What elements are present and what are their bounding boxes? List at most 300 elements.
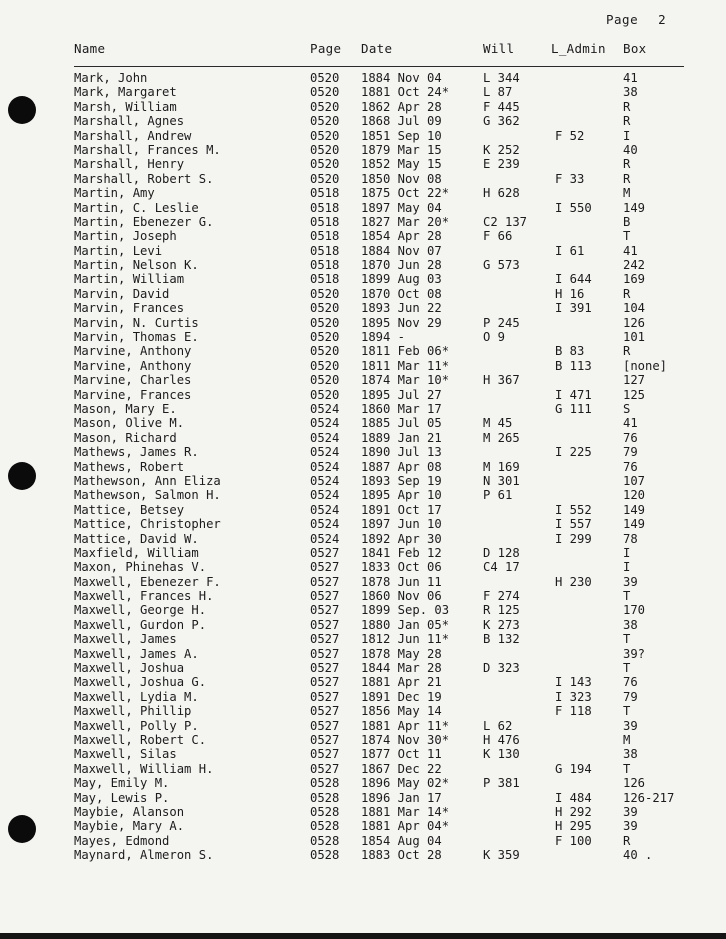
cell-name: May, Lewis P. bbox=[74, 790, 170, 805]
cell-page: 0524 bbox=[310, 502, 340, 517]
cell-date: 1895 Nov 29 bbox=[361, 315, 442, 330]
cell-will: G 362 bbox=[483, 114, 520, 129]
cell-date: 1880 Jan 05* bbox=[361, 617, 450, 632]
cell-name: Maxwell, Lydia M. bbox=[74, 689, 199, 704]
cell-page: 0520 bbox=[310, 128, 340, 143]
cell-date: 1884 Nov 04 bbox=[361, 71, 442, 85]
column-header-date: Date bbox=[361, 41, 393, 56]
cell-date: 1811 Feb 06* bbox=[361, 344, 450, 359]
cell-admin: B 113 bbox=[555, 358, 592, 373]
cell-page: 0518 bbox=[310, 258, 340, 273]
table-row bbox=[0, 344, 726, 358]
table-row bbox=[0, 560, 726, 574]
cell-name: Maxwell, William H. bbox=[74, 761, 214, 776]
cell-page: 0524 bbox=[310, 445, 340, 460]
cell-admin: I 552 bbox=[555, 502, 592, 517]
cell-date: 1881 Apr 21 bbox=[361, 675, 442, 690]
cell-name: Maybie, Alanson bbox=[74, 804, 185, 819]
cell-will: K 359 bbox=[483, 848, 520, 863]
cell-page: 0520 bbox=[310, 114, 340, 129]
cell-name: Maxwell, Frances H. bbox=[74, 589, 214, 604]
cell-date: 1854 Aug 04 bbox=[361, 833, 442, 848]
cell-admin: F 118 bbox=[555, 704, 592, 719]
cell-date: 1881 Mar 14* bbox=[361, 804, 450, 819]
cell-name: Mattice, David W. bbox=[74, 531, 199, 546]
cell-date: 1899 Sep. 03 bbox=[361, 603, 450, 618]
cell-name: Martin, Ebenezer G. bbox=[74, 214, 214, 229]
cell-date: 1870 Jun 28 bbox=[361, 258, 442, 273]
table-row bbox=[0, 704, 726, 718]
cell-name: Mattice, Betsey bbox=[74, 502, 185, 517]
cell-name: Maxwell, Silas bbox=[74, 747, 177, 762]
cell-box: 126 bbox=[623, 315, 646, 330]
table-row bbox=[0, 848, 726, 862]
cell-page: 0528 bbox=[310, 848, 340, 863]
table-row bbox=[0, 603, 726, 617]
cell-will: F 445 bbox=[483, 99, 520, 114]
cell-name: Maxwell, George H. bbox=[74, 603, 207, 618]
cell-admin: F 100 bbox=[555, 833, 592, 848]
cell-box: I bbox=[623, 545, 631, 560]
table-row bbox=[0, 143, 726, 157]
table-row bbox=[0, 272, 726, 286]
table-row bbox=[0, 388, 726, 402]
cell-page: 0527 bbox=[310, 718, 340, 733]
cell-name: Mark, John bbox=[74, 71, 148, 85]
cell-date: 1899 Aug 03 bbox=[361, 272, 442, 287]
cell-box: 127 bbox=[623, 373, 646, 388]
cell-date: 1881 Apr 11* bbox=[361, 718, 450, 733]
column-header-will: Will bbox=[483, 41, 515, 56]
cell-box: M bbox=[623, 732, 631, 747]
cell-will: M 169 bbox=[483, 459, 520, 474]
cell-page: 0524 bbox=[310, 430, 340, 445]
cell-page: 0527 bbox=[310, 632, 340, 647]
cell-date: 1881 Oct 24* bbox=[361, 85, 450, 100]
cell-box: T bbox=[623, 761, 631, 776]
cell-box: R bbox=[623, 286, 631, 301]
table-row bbox=[0, 532, 726, 546]
cell-date: 1878 Jun 11 bbox=[361, 574, 442, 589]
cell-admin: H 230 bbox=[555, 574, 592, 589]
cell-admin: F 52 bbox=[555, 128, 585, 143]
cell-box: 149 bbox=[623, 517, 646, 532]
cell-page: 0524 bbox=[310, 531, 340, 546]
cell-will: C4 17 bbox=[483, 560, 520, 575]
cell-page: 0520 bbox=[310, 286, 340, 301]
cell-page: 0528 bbox=[310, 833, 340, 848]
table-row bbox=[0, 186, 726, 200]
cell-name: Martin, C. Leslie bbox=[74, 200, 199, 215]
cell-box: 76 bbox=[623, 459, 638, 474]
table-row bbox=[0, 229, 726, 243]
table-row bbox=[0, 157, 726, 171]
header-divider bbox=[74, 66, 684, 67]
table-row bbox=[0, 517, 726, 531]
cell-name: Mason, Richard bbox=[74, 430, 177, 445]
table-row bbox=[0, 215, 726, 229]
cell-date: 1860 Mar 17 bbox=[361, 401, 442, 416]
column-header-box: Box bbox=[623, 41, 647, 56]
cell-name: Maybie, Mary A. bbox=[74, 819, 185, 834]
cell-date: 1891 Dec 19 bbox=[361, 689, 442, 704]
cell-page: 0527 bbox=[310, 574, 340, 589]
table-row bbox=[0, 589, 726, 603]
table-row bbox=[0, 71, 726, 85]
cell-box: 39? bbox=[623, 646, 646, 661]
index-table bbox=[0, 71, 726, 862]
cell-date: 1894 - bbox=[361, 330, 406, 345]
cell-box: 40 . bbox=[623, 848, 653, 863]
cell-admin: H 16 bbox=[555, 286, 585, 301]
cell-will: P 245 bbox=[483, 315, 520, 330]
cell-box: 170 bbox=[623, 603, 646, 618]
cell-will: K 130 bbox=[483, 747, 520, 762]
cell-date: 1887 Apr 08 bbox=[361, 459, 442, 474]
cell-page: 0520 bbox=[310, 157, 340, 172]
cell-name: Maxwell, Ebenezer F. bbox=[74, 574, 221, 589]
cell-date: 1893 Sep 19 bbox=[361, 473, 442, 488]
cell-will: L 62 bbox=[483, 718, 513, 733]
cell-page: 0518 bbox=[310, 243, 340, 258]
cell-page: 0528 bbox=[310, 804, 340, 819]
cell-box: T bbox=[623, 229, 631, 244]
cell-name: Mattice, Christopher bbox=[74, 517, 221, 532]
cell-box: 76 bbox=[623, 675, 638, 690]
cell-date: 1896 May 02* bbox=[361, 776, 450, 791]
cell-will: H 476 bbox=[483, 732, 520, 747]
cell-box: T bbox=[623, 661, 631, 676]
cell-date: 1812 Jun 11* bbox=[361, 632, 450, 647]
cell-box: I bbox=[623, 560, 631, 575]
cell-date: 1874 Nov 30* bbox=[361, 732, 450, 747]
cell-date: 1870 Oct 08 bbox=[361, 286, 442, 301]
table-row bbox=[0, 114, 726, 128]
cell-name: Marvin, Frances bbox=[74, 301, 185, 316]
cell-page: 0520 bbox=[310, 171, 340, 186]
cell-date: 1893 Jun 22 bbox=[361, 301, 442, 316]
cell-admin: G 194 bbox=[555, 761, 592, 776]
column-header-admin: L_Admin bbox=[551, 41, 606, 56]
table-row bbox=[0, 201, 726, 215]
cell-page: 0518 bbox=[310, 214, 340, 229]
cell-box: 41 bbox=[623, 243, 638, 258]
cell-page: 0527 bbox=[310, 732, 340, 747]
column-header-name: Name bbox=[74, 41, 106, 56]
cell-box: 39 bbox=[623, 804, 638, 819]
cell-name: May, Emily M. bbox=[74, 776, 170, 791]
cell-admin: I 550 bbox=[555, 200, 592, 215]
cell-will: P 381 bbox=[483, 776, 520, 791]
cell-name: Mathews, Robert bbox=[74, 459, 185, 474]
cell-name: Marvine, Charles bbox=[74, 373, 192, 388]
cell-box: 78 bbox=[623, 531, 638, 546]
cell-name: Marsh, William bbox=[74, 99, 177, 114]
cell-page: 0524 bbox=[310, 517, 340, 532]
cell-page: 0520 bbox=[310, 373, 340, 388]
cell-date: 1856 May 14 bbox=[361, 704, 442, 719]
cell-date: 1877 Oct 11 bbox=[361, 747, 442, 762]
table-row bbox=[0, 85, 726, 99]
cell-name: Mason, Olive M. bbox=[74, 416, 185, 431]
cell-page: 0518 bbox=[310, 200, 340, 215]
cell-page: 0528 bbox=[310, 776, 340, 791]
cell-page: 0527 bbox=[310, 560, 340, 575]
cell-name: Maxon, Phinehas V. bbox=[74, 560, 207, 575]
cell-box: 149 bbox=[623, 200, 646, 215]
cell-page: 0527 bbox=[310, 603, 340, 618]
cell-name: Marvin, David bbox=[74, 286, 170, 301]
cell-will: H 628 bbox=[483, 186, 520, 201]
cell-page: 0524 bbox=[310, 416, 340, 431]
cell-name: Maxwell, Joshua bbox=[74, 661, 185, 676]
cell-page: 0520 bbox=[310, 99, 340, 114]
cell-will: E 239 bbox=[483, 157, 520, 172]
table-row bbox=[0, 546, 726, 560]
cell-admin: B 83 bbox=[555, 344, 585, 359]
cell-page: 0518 bbox=[310, 186, 340, 201]
table-row bbox=[0, 618, 726, 632]
cell-name: Martin, Amy bbox=[74, 186, 155, 201]
cell-name: Maxwell, Joshua G. bbox=[74, 675, 207, 690]
cell-date: 1895 Apr 10 bbox=[361, 488, 442, 503]
cell-box: R bbox=[623, 344, 631, 359]
cell-box: 38 bbox=[623, 85, 638, 100]
cell-box: R bbox=[623, 114, 631, 129]
cell-box: 149 bbox=[623, 502, 646, 517]
cell-admin: G 111 bbox=[555, 401, 592, 416]
cell-date: 1854 Apr 28 bbox=[361, 229, 442, 244]
cell-date: 1860 Nov 06 bbox=[361, 589, 442, 604]
cell-name: Maynard, Almeron S. bbox=[74, 848, 214, 863]
table-row bbox=[0, 747, 726, 761]
cell-page: 0524 bbox=[310, 488, 340, 503]
table-row bbox=[0, 733, 726, 747]
cell-date: 1874 Mar 10* bbox=[361, 373, 450, 388]
cell-page: 0524 bbox=[310, 459, 340, 474]
cell-name: Marshall, Andrew bbox=[74, 128, 192, 143]
cell-date: 1841 Feb 12 bbox=[361, 545, 442, 560]
cell-date: 1811 Mar 11* bbox=[361, 358, 450, 373]
table-row bbox=[0, 575, 726, 589]
cell-page: 0528 bbox=[310, 819, 340, 834]
cell-page: 0528 bbox=[310, 790, 340, 805]
cell-name: Marvine, Frances bbox=[74, 387, 192, 402]
cell-will: H 367 bbox=[483, 373, 520, 388]
table-row bbox=[0, 474, 726, 488]
cell-box: 126 bbox=[623, 776, 646, 791]
cell-date: 1897 May 04 bbox=[361, 200, 442, 215]
cell-page: 0520 bbox=[310, 71, 340, 85]
cell-page: 0527 bbox=[310, 589, 340, 604]
cell-name: Mathewson, Ann Eliza bbox=[74, 473, 221, 488]
table-row bbox=[0, 460, 726, 474]
cell-admin: I 484 bbox=[555, 790, 592, 805]
cell-page: 0527 bbox=[310, 661, 340, 676]
cell-date: 1851 Sep 10 bbox=[361, 128, 442, 143]
table-row bbox=[0, 416, 726, 430]
cell-page: 0520 bbox=[310, 358, 340, 373]
cell-admin: I 471 bbox=[555, 387, 592, 402]
table-row bbox=[0, 445, 726, 459]
cell-box: T bbox=[623, 589, 631, 604]
cell-page: 0527 bbox=[310, 747, 340, 762]
cell-box: 39 bbox=[623, 574, 638, 589]
cell-name: Marvine, Anthony bbox=[74, 344, 192, 359]
cell-box: [none] bbox=[623, 358, 668, 373]
cell-admin: I 143 bbox=[555, 675, 592, 690]
cell-name: Maxwell, James A. bbox=[74, 646, 199, 661]
cell-date: 1844 Mar 28 bbox=[361, 661, 442, 676]
cell-box: R bbox=[623, 833, 631, 848]
column-header-page: Page bbox=[310, 41, 342, 56]
cell-name: Martin, Joseph bbox=[74, 229, 177, 244]
table-row bbox=[0, 172, 726, 186]
cell-will: M 265 bbox=[483, 430, 520, 445]
scan-edge bbox=[0, 933, 726, 939]
cell-will: L 344 bbox=[483, 71, 520, 85]
cell-page: 0520 bbox=[310, 330, 340, 345]
cell-name: Martin, Nelson K. bbox=[74, 258, 199, 273]
table-row bbox=[0, 647, 726, 661]
cell-page: 0527 bbox=[310, 675, 340, 690]
table-row bbox=[0, 675, 726, 689]
table-row bbox=[0, 762, 726, 776]
table-row bbox=[0, 834, 726, 848]
table-row bbox=[0, 244, 726, 258]
cell-admin: I 644 bbox=[555, 272, 592, 287]
table-row bbox=[0, 330, 726, 344]
cell-will: D 128 bbox=[483, 545, 520, 560]
cell-date: 1884 Nov 07 bbox=[361, 243, 442, 258]
cell-will: M 45 bbox=[483, 416, 513, 431]
cell-name: Martin, Levi bbox=[74, 243, 163, 258]
cell-page: 0520 bbox=[310, 85, 340, 100]
cell-will: D 323 bbox=[483, 661, 520, 676]
cell-admin: H 295 bbox=[555, 819, 592, 834]
cell-date: 1879 Mar 15 bbox=[361, 142, 442, 157]
table-row bbox=[0, 791, 726, 805]
table-row bbox=[0, 488, 726, 502]
cell-name: Marshall, Henry bbox=[74, 157, 185, 172]
cell-box: 41 bbox=[623, 416, 638, 431]
cell-name: Maxwell, Phillip bbox=[74, 704, 192, 719]
cell-page: 0520 bbox=[310, 387, 340, 402]
cell-name: Mark, Margaret bbox=[74, 85, 177, 100]
table-row bbox=[0, 100, 726, 114]
cell-box: 126-217 bbox=[623, 790, 675, 805]
cell-page: 0527 bbox=[310, 689, 340, 704]
table-row bbox=[0, 661, 726, 675]
cell-page: 0527 bbox=[310, 617, 340, 632]
table-row bbox=[0, 129, 726, 143]
cell-admin: H 292 bbox=[555, 804, 592, 819]
cell-will: L 87 bbox=[483, 85, 513, 100]
cell-admin: I 557 bbox=[555, 517, 592, 532]
cell-page: 0524 bbox=[310, 401, 340, 416]
cell-page: 0520 bbox=[310, 315, 340, 330]
table-row bbox=[0, 402, 726, 416]
cell-box: 39 bbox=[623, 718, 638, 733]
cell-admin: I 299 bbox=[555, 531, 592, 546]
table-row bbox=[0, 719, 726, 733]
cell-date: 1833 Oct 06 bbox=[361, 560, 442, 575]
cell-will: K 252 bbox=[483, 142, 520, 157]
cell-name: Marshall, Robert S. bbox=[74, 171, 214, 186]
cell-name: Maxwell, Gurdon P. bbox=[74, 617, 207, 632]
cell-date: 1892 Apr 30 bbox=[361, 531, 442, 546]
cell-page: 0527 bbox=[310, 761, 340, 776]
cell-will: P 61 bbox=[483, 488, 513, 503]
cell-name: Marshall, Frances M. bbox=[74, 142, 221, 157]
cell-date: 1868 Jul 09 bbox=[361, 114, 442, 129]
cell-will: G 573 bbox=[483, 258, 520, 273]
cell-date: 1895 Jul 27 bbox=[361, 387, 442, 402]
cell-box: 104 bbox=[623, 301, 646, 316]
cell-box: 76 bbox=[623, 430, 638, 445]
cell-page: 0518 bbox=[310, 272, 340, 287]
cell-name: Maxwell, Polly P. bbox=[74, 718, 199, 733]
cell-name: Marvin, Thomas E. bbox=[74, 330, 199, 345]
cell-will: C2 137 bbox=[483, 214, 528, 229]
cell-name: Marvine, Anthony bbox=[74, 358, 192, 373]
table-row bbox=[0, 316, 726, 330]
cell-will: F 274 bbox=[483, 589, 520, 604]
cell-date: 1885 Jul 05 bbox=[361, 416, 442, 431]
cell-box: 125 bbox=[623, 387, 646, 402]
cell-date: 1897 Jun 10 bbox=[361, 517, 442, 532]
cell-page: 0520 bbox=[310, 344, 340, 359]
cell-date: 1883 Oct 28 bbox=[361, 848, 442, 863]
cell-page: 0520 bbox=[310, 142, 340, 157]
page-label: Page bbox=[606, 12, 639, 27]
cell-date: 1891 Oct 17 bbox=[361, 502, 442, 517]
cell-admin: F 33 bbox=[555, 171, 585, 186]
cell-page: 0518 bbox=[310, 229, 340, 244]
cell-box: 38 bbox=[623, 617, 638, 632]
cell-box: 101 bbox=[623, 330, 646, 345]
cell-box: 242 bbox=[623, 258, 646, 273]
cell-box: 79 bbox=[623, 445, 638, 460]
cell-name: Mason, Mary E. bbox=[74, 401, 177, 416]
cell-date: 1881 Apr 04* bbox=[361, 819, 450, 834]
cell-will: N 301 bbox=[483, 473, 520, 488]
table-row bbox=[0, 805, 726, 819]
table-row bbox=[0, 287, 726, 301]
cell-admin: I 225 bbox=[555, 445, 592, 460]
cell-will: O 9 bbox=[483, 330, 506, 345]
cell-will: K 273 bbox=[483, 617, 520, 632]
cell-box: 41 bbox=[623, 71, 638, 85]
page-number-header bbox=[606, 12, 666, 27]
cell-box: 120 bbox=[623, 488, 646, 503]
cell-box: 40 bbox=[623, 142, 638, 157]
cell-admin: I 61 bbox=[555, 243, 585, 258]
cell-page: 0527 bbox=[310, 545, 340, 560]
cell-page: 0520 bbox=[310, 301, 340, 316]
cell-box: I bbox=[623, 128, 631, 143]
cell-box: S bbox=[623, 401, 631, 416]
cell-page: 0527 bbox=[310, 704, 340, 719]
cell-date: 1867 Dec 22 bbox=[361, 761, 442, 776]
cell-box: 79 bbox=[623, 689, 638, 704]
cell-box: T bbox=[623, 704, 631, 719]
cell-box: 169 bbox=[623, 272, 646, 287]
cell-box: 38 bbox=[623, 747, 638, 762]
cell-name: Mathews, James R. bbox=[74, 445, 199, 460]
cell-name: Maxwell, Robert C. bbox=[74, 732, 207, 747]
table-row bbox=[0, 431, 726, 445]
